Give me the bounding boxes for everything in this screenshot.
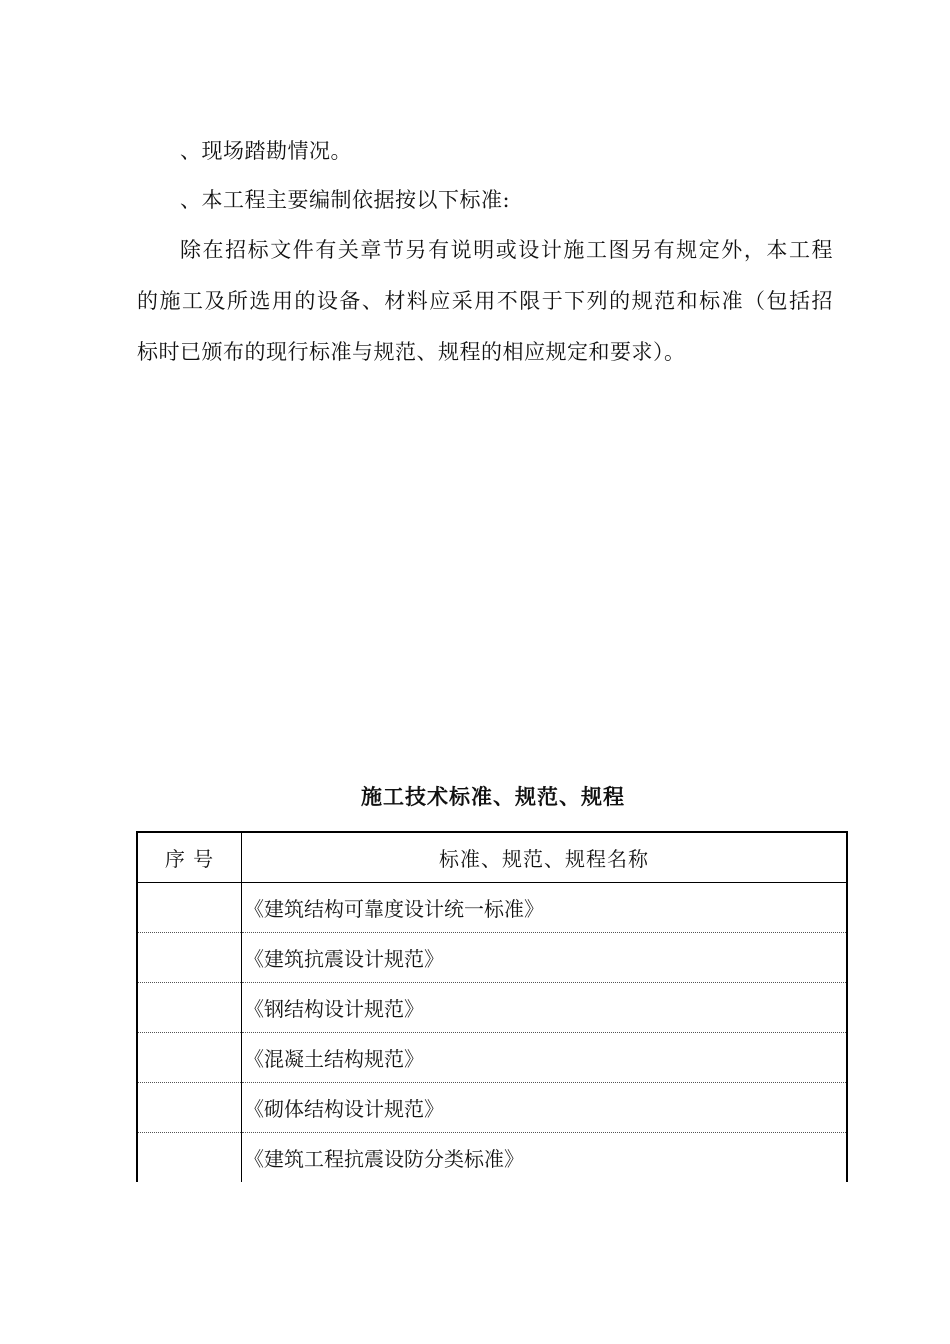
row-standard-name: 《建筑工程抗震设防分类标准》	[242, 1133, 848, 1183]
table-title: 施工技术标准、规范、规程	[361, 784, 625, 809]
standards-table	[136, 831, 848, 1182]
row-standard-name: 《混凝土结构规范》	[242, 1033, 848, 1083]
table-row	[137, 1033, 847, 1083]
row-standard-name: 《建筑结构可靠度设计统一标准》	[242, 883, 848, 933]
header-standard-name: 标准、规范、规程名称	[242, 832, 848, 883]
header-serial-number: 序 号	[137, 832, 242, 883]
row-serial-number	[137, 883, 242, 933]
table-row	[137, 1083, 847, 1133]
body-paragraph-line-1: 除在招标文件有关章节另有说明或设计施工图另有规定外，本工程	[180, 238, 833, 262]
body-paragraph-line-2: 的施工及所选用的设备、材料应采用不限于下列的规范和标准（包括招	[137, 289, 833, 313]
table-row	[137, 883, 847, 933]
row-serial-number	[137, 933, 242, 983]
row-standard-name: 《钢结构设计规范》	[242, 983, 848, 1033]
row-standard-name: 《砌体结构设计规范》	[242, 1083, 848, 1133]
list-item-compilation-basis: 、本工程主要编制依据按以下标准:	[180, 188, 511, 212]
table-row	[137, 983, 847, 1033]
row-serial-number	[137, 983, 242, 1033]
table-row	[137, 933, 847, 983]
body-paragraph-line-3: 标时已颁布的现行标准与规范、规程的相应规定和要求）。	[137, 340, 686, 364]
table-header-row	[137, 832, 847, 883]
row-serial-number	[137, 1133, 242, 1183]
table-row	[137, 1133, 847, 1183]
row-serial-number	[137, 1033, 242, 1083]
row-serial-number	[137, 1083, 242, 1133]
row-standard-name: 《建筑抗震设计规范》	[242, 933, 848, 983]
list-item-site-survey: 、现场踏勘情况。	[180, 139, 352, 163]
